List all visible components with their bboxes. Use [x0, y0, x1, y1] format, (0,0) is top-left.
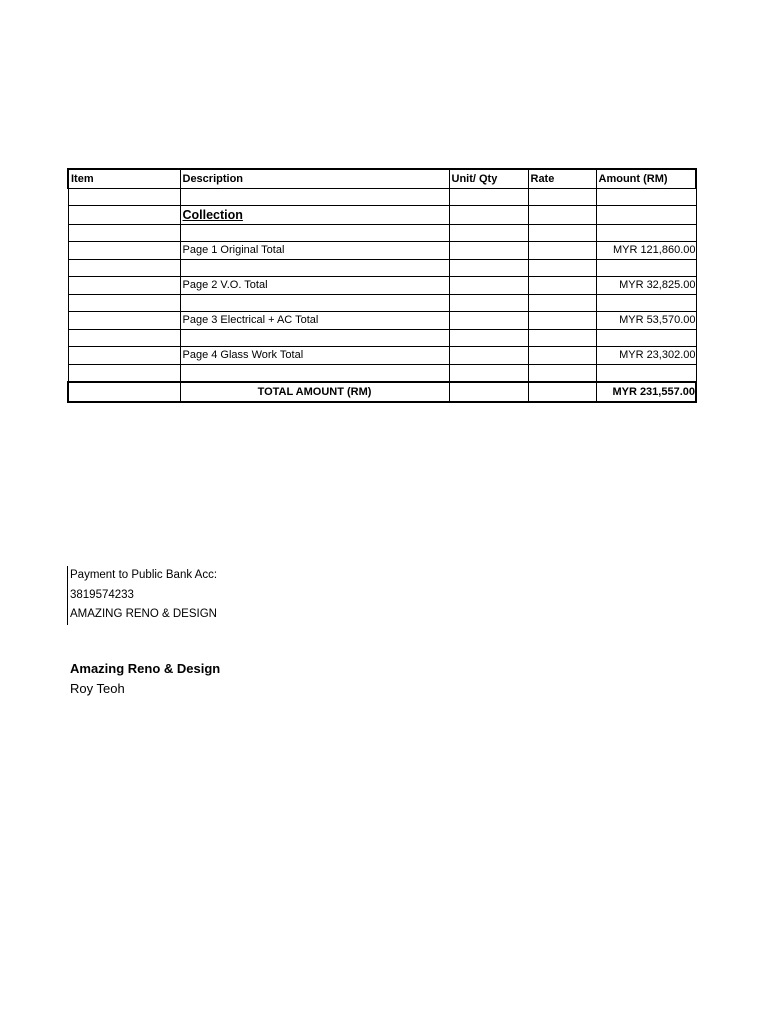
total-amount: MYR 231,557.00	[596, 382, 696, 402]
table-row	[68, 260, 696, 277]
signature-block	[70, 659, 220, 699]
header-description: Description	[180, 169, 449, 189]
line-amount: MYR 121,860.00	[596, 242, 696, 260]
table-row	[68, 365, 696, 383]
quotation-summary-table	[67, 168, 697, 403]
table-row	[68, 312, 696, 330]
header-rate: Rate	[528, 169, 596, 189]
header-item: Item	[68, 169, 180, 189]
table-row	[68, 277, 696, 295]
collection-label: Collection	[180, 206, 449, 225]
line-amount: MYR 32,825.00	[596, 277, 696, 295]
signatory-name: Roy Teoh	[70, 681, 125, 696]
line-amount: MYR 23,302.00	[596, 347, 696, 365]
bank-account-name: AMAZING RENO & DESIGN	[70, 608, 217, 620]
table-row	[68, 242, 696, 260]
table-header-row	[68, 169, 696, 189]
line-amount: MYR 53,570.00	[596, 312, 696, 330]
payment-details	[67, 566, 217, 625]
line-description: Page 2 V.O. Total	[180, 277, 449, 295]
table-row	[68, 225, 696, 242]
line-description: Page 4 Glass Work Total	[180, 347, 449, 365]
header-amount: Amount (RM)	[596, 169, 696, 189]
bank-account-number: 3819574233	[70, 588, 134, 601]
line-description: Page 1 Original Total	[180, 242, 449, 260]
payment-instruction: Payment to Public Bank Acc:	[70, 569, 218, 581]
total-label: TOTAL AMOUNT (RM)	[180, 382, 449, 402]
line-description: Page 3 Electrical + AC Total	[180, 312, 449, 330]
table-row	[68, 206, 696, 225]
table-row	[68, 189, 696, 206]
header-qty: Unit/ Qty	[449, 169, 528, 189]
company-name: Amazing Reno & Design	[70, 661, 221, 676]
total-row	[68, 382, 696, 402]
table-row	[68, 330, 696, 347]
table-row	[68, 347, 696, 365]
table-row	[68, 295, 696, 312]
